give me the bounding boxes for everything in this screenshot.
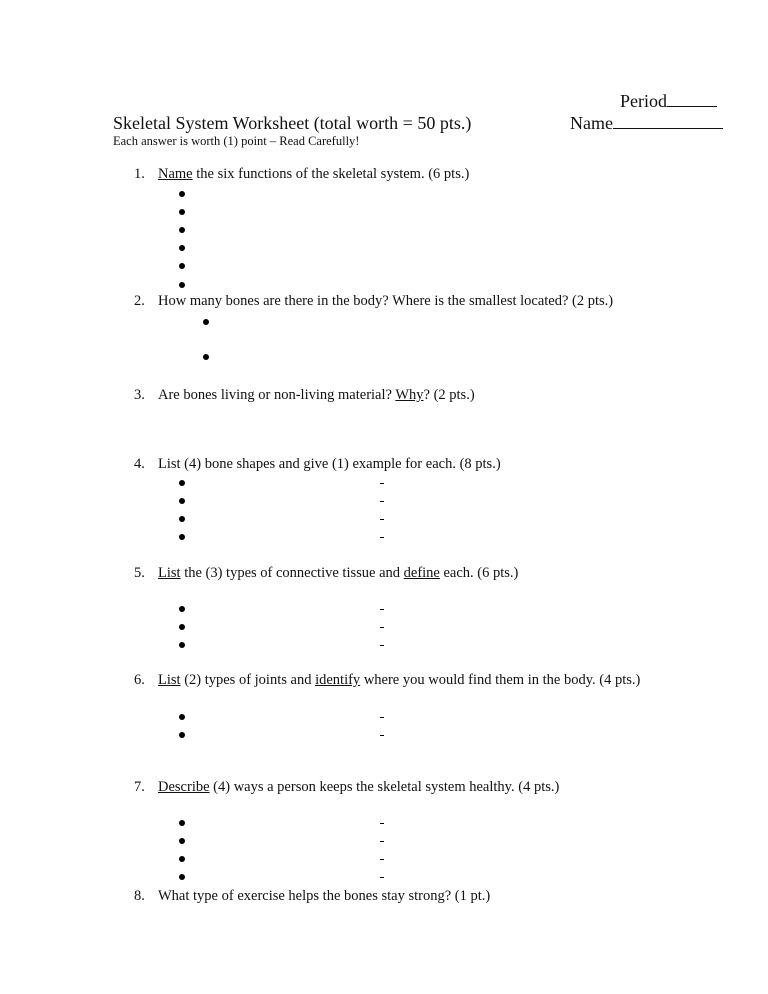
answer-dash — [380, 877, 384, 878]
answer-bullet — [179, 534, 185, 540]
answer-bullet — [179, 263, 185, 269]
answer-bullet — [203, 319, 209, 325]
answer-bullet — [179, 191, 185, 197]
answer-bullet — [179, 480, 185, 486]
answer-bullet — [179, 245, 185, 251]
question-number: 2. — [134, 293, 145, 309]
answer-bullet — [179, 282, 185, 288]
question-text-segment: List (4) bone shapes and give (1) example for each. (8 pts.) — [158, 456, 501, 472]
answer-bullet — [179, 714, 185, 720]
answer-dash — [380, 483, 384, 484]
answer-bullet — [179, 516, 185, 522]
question-text — [158, 672, 640, 689]
question-number: 8. — [134, 888, 145, 904]
period-field[interactable] — [620, 91, 717, 112]
emphasized-word: Describe — [158, 779, 210, 795]
answer-dash — [380, 519, 384, 520]
answer-bullet — [179, 856, 185, 862]
question-number: 3. — [134, 387, 145, 403]
worksheet-subtitle: Each answer is worth (1) point – Read Carefully! — [113, 134, 360, 148]
question-number: 5. — [134, 565, 145, 581]
answer-bullet — [179, 227, 185, 233]
answer-dash — [380, 823, 384, 824]
worksheet-title: Skeletal System Worksheet (total worth = 50 pts.) — [113, 113, 472, 133]
emphasized-word: List — [158, 565, 181, 581]
answer-dash — [380, 735, 384, 736]
answer-bullet — [179, 209, 185, 215]
answer-bullet — [203, 354, 209, 360]
question-number: 7. — [134, 779, 145, 795]
emphasized-word: Why — [395, 387, 424, 403]
question-text-segment: ? (2 pts.) — [423, 387, 475, 403]
emphasized-word: identify — [315, 672, 361, 688]
question-text-segment: (2) types of joints and — [180, 672, 316, 688]
answer-bullet — [179, 820, 185, 826]
question-text — [158, 779, 559, 796]
question-text-segment: What type of exercise helps the bones stay strong? (1 pt.) — [158, 888, 491, 904]
question-text-segment: where you would find them in the body. (4 pts.) — [360, 672, 641, 688]
question-text — [158, 293, 613, 310]
period-label: Period — [620, 91, 667, 111]
answer-bullet — [179, 874, 185, 880]
emphasized-word: List — [158, 672, 181, 688]
answer-dash — [380, 627, 384, 628]
period-blank[interactable] — [667, 92, 717, 107]
name-label: Name — [570, 113, 613, 133]
question-number: 1. — [134, 166, 145, 182]
question-text-segment: Are bones living or non-living material? — [158, 387, 396, 403]
question-number: 4. — [134, 456, 145, 472]
answer-dash — [380, 717, 384, 718]
emphasized-word: Name — [158, 166, 193, 182]
question-text — [158, 387, 475, 404]
answer-dash — [380, 537, 384, 538]
question-text-segment: the (3) types of connective tissue and — [180, 565, 404, 581]
answer-bullet — [179, 838, 185, 844]
answer-bullet — [179, 624, 185, 630]
question-text-segment: the six functions of the skeletal system. (6 pts.) — [192, 166, 470, 182]
question-text-segment: How many bones are there in the body? Where is the smallest located? (2 pts.) — [158, 293, 614, 309]
question-text-segment: (4) ways a person keeps the skeletal system healthy. (4 pts.) — [209, 779, 560, 795]
answer-bullet — [179, 498, 185, 504]
answer-bullet — [179, 606, 185, 612]
answer-bullet — [179, 642, 185, 648]
question-text-segment: each. (6 pts.) — [439, 565, 519, 581]
question-text — [158, 456, 501, 473]
name-blank[interactable] — [613, 114, 723, 129]
question-text — [158, 166, 469, 183]
answer-dash — [380, 609, 384, 610]
question-number: 6. — [134, 672, 145, 688]
answer-bullet — [179, 732, 185, 738]
answer-dash — [380, 841, 384, 842]
question-text — [158, 888, 490, 905]
emphasized-word: define — [403, 565, 440, 581]
name-field[interactable] — [570, 113, 723, 134]
answer-dash — [380, 859, 384, 860]
answer-dash — [380, 501, 384, 502]
question-text — [158, 565, 518, 582]
answer-dash — [380, 645, 384, 646]
